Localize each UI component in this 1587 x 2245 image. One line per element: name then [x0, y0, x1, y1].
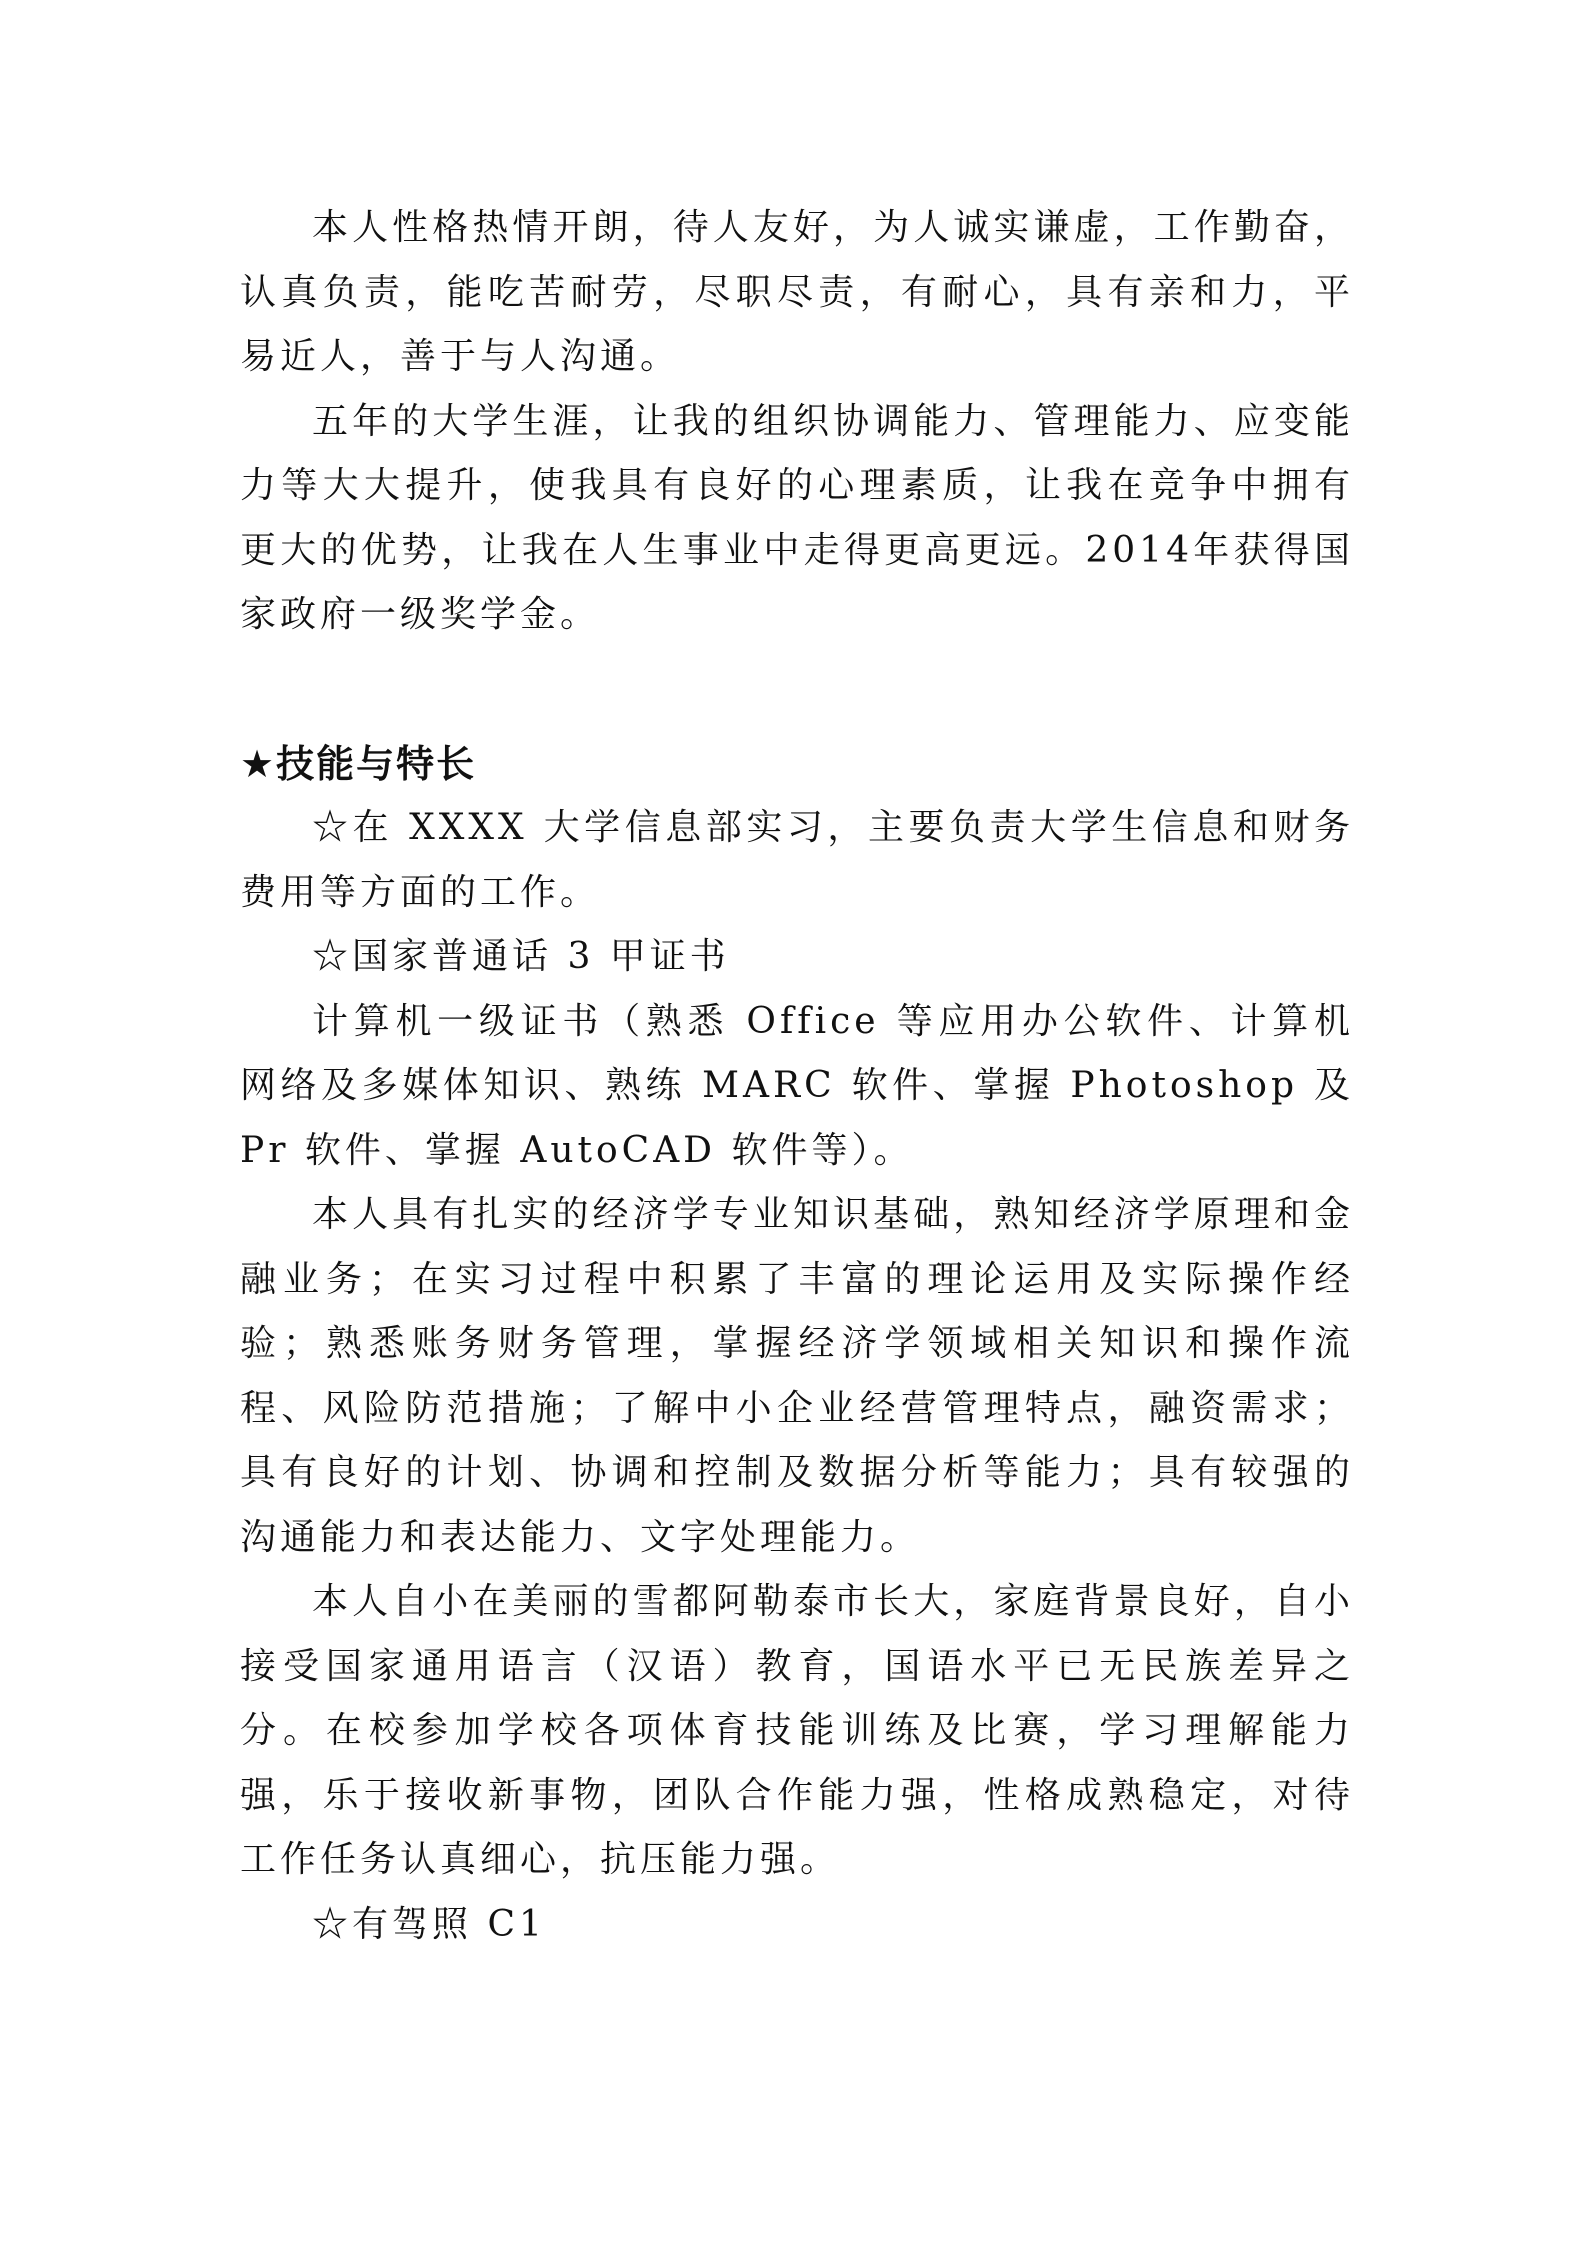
skill-item-computer-certificate: 计算机一级证书（熟悉 Office 等应用办公软件、计算机网络及多媒体知识、熟练 MARC 软件、掌握 Photoshop 及 Pr 软件、掌握 AutoCAD 软件等）。 [240, 1000, 1354, 1171]
skill-item-driving-license: ☆有驾照 C1 [312, 1903, 546, 1945]
skill-item-economics-knowledge: 本人具有扎实的经济学专业知识基础，熟知经济学原理和金融业务；在实习过程中积累了丰富的理论运用及实际操作经验；熟悉账务财务管理，掌握经济学领域相关知识和操作流程、风险防范措施；了解中小企业经营管理特点，融资需求；具有良好的计划、协调和控制及数据分析等能力；具有较强的沟通能力和表达能力、文字处理能力。 [240, 1194, 1354, 1558]
intro-paragraph-university: 五年的大学生涯，让我的组织协调能力、管理能力、应变能力等大大提升，使我具有良好的心理素质，让我在竞争中拥有更大的优势，让我在人生事业中走得更高更远。2014年获得国家政府一级奖学金。 [240, 400, 1354, 635]
skill-item-internship: ☆在 XXXX 大学信息部实习，主要负责大学生信息和财务费用等方面的工作。 [240, 807, 1354, 913]
skills-heading: ★技能与特长 [240, 741, 477, 786]
document-page [240, 196, 1354, 1957]
skill-item-mandarin-certificate: ☆国家普通话 3 甲证书 [312, 936, 730, 977]
skill-item-background: 本人自小在美丽的雪都阿勒泰市长大，家庭背景良好，自小接受国家通用语言（汉语）教育，国语水平已无民族差异之分。在校参加学校各项体育技能训练及比赛，学习理解能力强，乐于接收新事物，团队合作能力强，性格成熟稳定，对待工作任务认真细心，抗压能力强。 [240, 1581, 1354, 1880]
section-spacer [240, 648, 1354, 732]
intro-paragraph-personality: 本人性格热情开朗，待人友好，为人诚实谦虚，工作勤奋，认真负责，能吃苦耐劳，尽职尽责，有耐心，具有亲和力，平易近人，善于与人沟通。 [240, 207, 1354, 377]
